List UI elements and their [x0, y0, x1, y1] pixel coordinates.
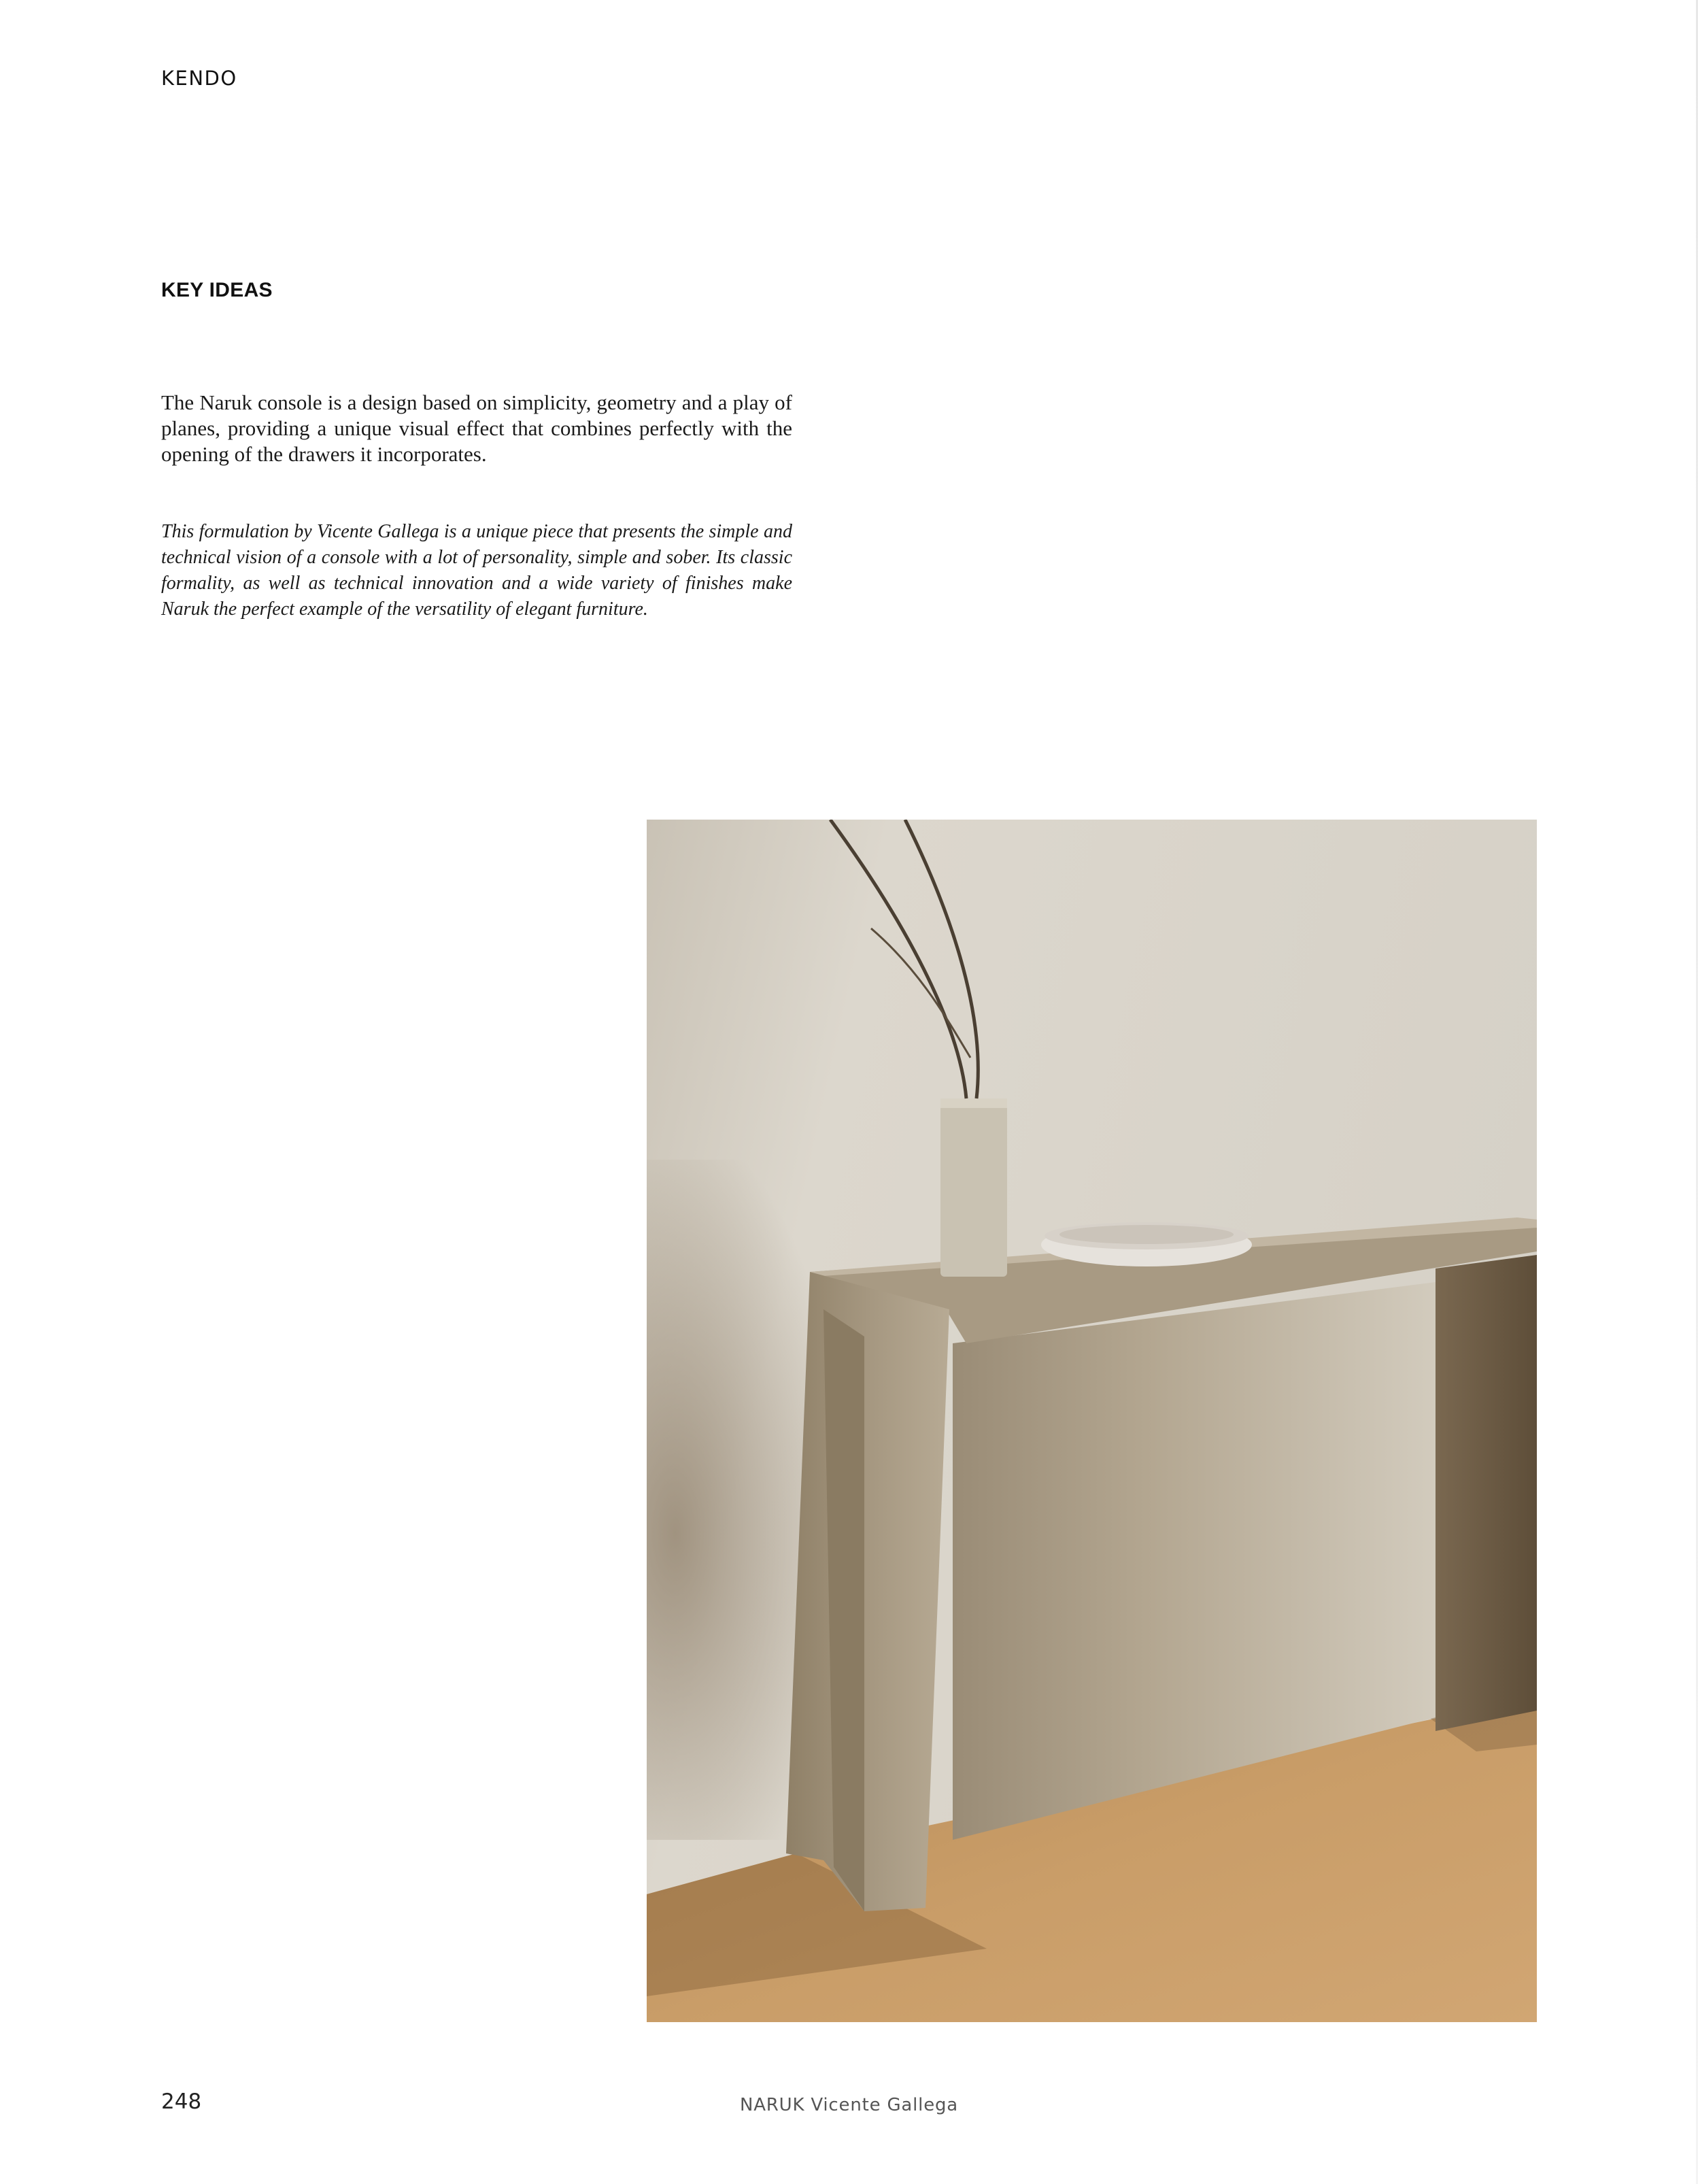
- italic-quote-paragraph: This formulation by Vicente Gallega is a unique piece that presents the simple and technical vision of a console with a lot of personality, simple and sober. Its classic formality, as well as technical innovation and a wide variety of finishes make Naruk the perfect example of the versatility of elegant furniture.: [161, 521, 792, 620]
- page-number: 248: [161, 2089, 202, 2114]
- section-heading: KEY IDEAS: [161, 279, 273, 301]
- footer-caption: NARUK Vicente Gallega: [739, 2095, 959, 2115]
- console-photo-illustration: [647, 820, 1537, 2022]
- intro-paragraph: The Naruk console is a design based on simplicity, geometry and a play of planes, providing a unique visual effect that combines perfectly with the opening of the drawers it incorporates.: [161, 390, 792, 466]
- console-table-photo: [647, 820, 1537, 2022]
- brand-name: KENDO: [161, 67, 237, 90]
